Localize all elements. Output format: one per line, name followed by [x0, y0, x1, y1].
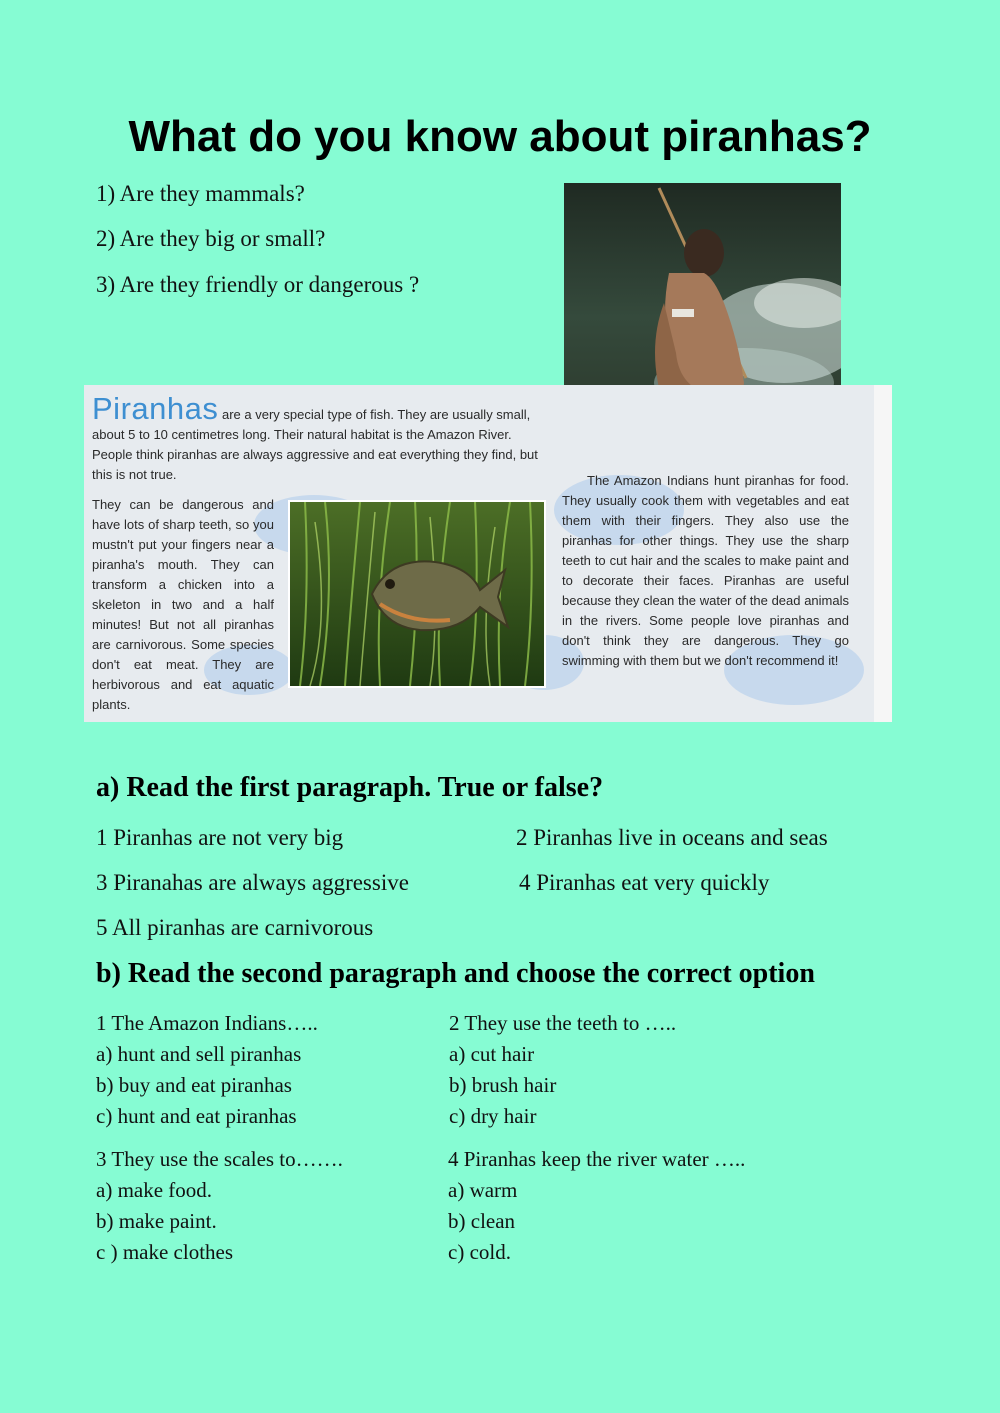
intro-question: 1) Are they mammals?	[96, 181, 305, 206]
choice-question-2	[449, 1008, 676, 1132]
answer-option: b) make paint.	[96, 1209, 217, 1233]
question-stem: 1 The Amazon Indians…..	[96, 1011, 318, 1035]
answer-option: c ) make clothes	[96, 1240, 234, 1264]
question-stem: 2 They use the teeth to …..	[449, 1011, 677, 1035]
article-paragraph-1-column: They can be dangerous and have lots of sharp teeth, so you mustn't put your fingers near a piranha's mouth. They can transform a chicken into a skeleton in two and a half minutes! But not all piranhas are carnivorous. Some species don't eat meat. They are herbivorous and eat aquatic plants.	[92, 497, 274, 712]
section-a-heading: a) Read the first paragraph. True or false?	[96, 772, 604, 803]
choice-question-3	[96, 1144, 343, 1268]
page-title: What do you know about piranhas?	[128, 112, 872, 161]
piranha-photo	[288, 500, 546, 688]
article-paragraph-2: The Amazon Indians hunt piranhas for food. They usually cook them with vegetables and eat them with their fingers. They also use the piranhas for other things. They use the sharp teeth to cut hair and the scales to make paint and to decorate their faces. Piranhas are useful because they clean the water of the dead animals in the rivers. Some people love piranhas and don't think they are dangerous. They go swimming with them but we don't recommend it!	[562, 473, 849, 668]
article-heading-word: Piranhas	[92, 391, 219, 426]
true-false-item: 1 Piranhas are not very big	[96, 825, 344, 850]
answer-option: a) warm	[448, 1178, 518, 1202]
answer-option: a) hunt and sell piranhas	[96, 1042, 302, 1066]
question-stem: 4 Piranhas keep the river water …..	[448, 1147, 746, 1171]
article-paragraph-1	[92, 391, 544, 485]
true-false-item: 2 Piranhas live in oceans and seas	[516, 825, 828, 850]
answer-option: c) cold.	[448, 1240, 511, 1264]
section-b-heading: b) Read the second paragraph and choose the correct option	[96, 958, 815, 989]
answer-option: a) make food.	[96, 1178, 213, 1202]
answer-option: c) dry hair	[449, 1104, 537, 1128]
choice-question-4	[448, 1144, 745, 1268]
intro-question: 3) Are they friendly or dangerous ?	[96, 272, 420, 297]
question-stem: 3 They use the scales to…….	[96, 1147, 343, 1171]
true-false-item: 4 Piranhas eat very quickly	[519, 870, 770, 895]
reading-article	[84, 385, 892, 722]
answer-option: b) buy and eat piranhas	[96, 1073, 292, 1097]
intro-question: 2) Are they big or small?	[96, 226, 326, 251]
answer-option: b) clean	[448, 1209, 516, 1233]
choice-question-1	[96, 1008, 318, 1132]
article-paragraph-1-text: are a very special type of fish. They are usually small, about 5 to 10 centimetres long. Their natural habitat is the Amazon River. People think piranhas are always aggressive and eat everything they find, but this is not true.	[92, 407, 538, 482]
answer-option: c) hunt and eat piranhas	[96, 1104, 297, 1128]
answer-option: b) brush hair	[449, 1073, 557, 1097]
true-false-item: 3 Piranahas are always aggressive	[96, 870, 409, 895]
answer-option: a) cut hair	[449, 1042, 535, 1066]
true-false-item: 5 All piranhas are carnivorous	[96, 915, 374, 940]
